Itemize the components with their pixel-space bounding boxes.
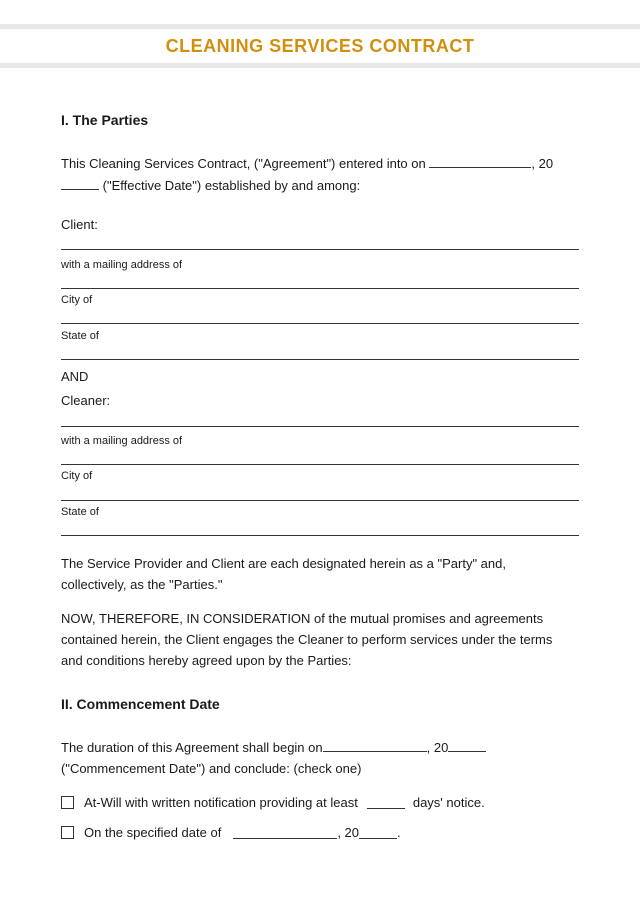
client-state-line[interactable]: [61, 359, 579, 360]
intro-line-2: [61, 175, 360, 196]
agreement-date-blank[interactable]: [429, 155, 531, 168]
client-city-line[interactable]: [61, 323, 579, 324]
cleaner-address-line[interactable]: [61, 464, 579, 465]
consideration-line-2: contained herein, the Client engages the Cleaner to perform services under the terms: [61, 632, 553, 647]
at-will-checkbox[interactable]: [61, 796, 74, 809]
duration-text-b: , 20: [426, 740, 449, 755]
cleaner-state-line[interactable]: [61, 535, 579, 536]
cleaner-name-line[interactable]: [61, 426, 579, 427]
cleaner-city-label: City of: [61, 470, 93, 482]
duration-text-a: The duration of this Agreement shall begin on: [61, 740, 323, 755]
duration-line-1: [61, 737, 486, 758]
parties-line-2: collectively, as the "Parties.": [61, 577, 223, 592]
consideration-line-1: NOW, THEREFORE, IN CONSIDERATION of the mutual promises and agreements: [61, 611, 544, 626]
consideration-line-3: and conditions hereby agreed upon by the Parties:: [61, 653, 352, 668]
section-heading-parties: I. The Parties: [61, 112, 149, 128]
option2-text-a: On the specified date of: [84, 825, 222, 840]
specified-date-checkbox[interactable]: [61, 826, 74, 839]
duration-line-2: ("Commencement Date") and conclude: (check one): [61, 761, 362, 776]
client-state-label: State of: [61, 330, 99, 342]
option1-text-a: At-Will with written notification providing at least: [84, 795, 358, 810]
agreement-year-blank[interactable]: [61, 177, 99, 190]
document-title: CLEANING SERVICES CONTRACT: [165, 35, 475, 56]
client-city-label: City of: [61, 294, 93, 306]
option1-text-b: days' notice.: [412, 795, 485, 810]
client-label: Client:: [61, 217, 98, 232]
cleaner-city-line[interactable]: [61, 500, 579, 501]
client-name-line[interactable]: [61, 249, 579, 250]
section-heading-commencement: II. Commencement Date: [61, 696, 220, 712]
option2-text-b: , 20: [337, 825, 359, 840]
option2-text-c: .: [397, 825, 401, 840]
option-at-will: [61, 795, 485, 810]
intro-text-b: , 20: [531, 156, 554, 171]
intro-text-c: ("Effective Date") established by and among:: [102, 178, 361, 193]
and-label: AND: [61, 369, 89, 384]
intro-line-1: [61, 153, 553, 174]
cleaner-mailing-label: with a mailing address of: [61, 435, 183, 447]
client-mailing-label: with a mailing address of: [61, 259, 183, 271]
cleaner-label: Cleaner:: [61, 393, 111, 408]
option-specified-date: [61, 825, 401, 840]
cleaner-state-label: State of: [61, 506, 99, 518]
notice-days-blank[interactable]: [367, 796, 405, 809]
title-band: [0, 24, 640, 68]
end-date-blank[interactable]: [233, 826, 337, 839]
commencement-year-blank[interactable]: [448, 739, 486, 752]
client-address-line[interactable]: [61, 288, 579, 289]
intro-text-a: This Cleaning Services Contract, ("Agreement") entered into on: [61, 156, 426, 171]
parties-line-1: The Service Provider and Client are each designated herein as a "Party" and,: [61, 556, 506, 571]
commencement-date-blank[interactable]: [323, 739, 427, 752]
end-year-blank[interactable]: [359, 826, 397, 839]
